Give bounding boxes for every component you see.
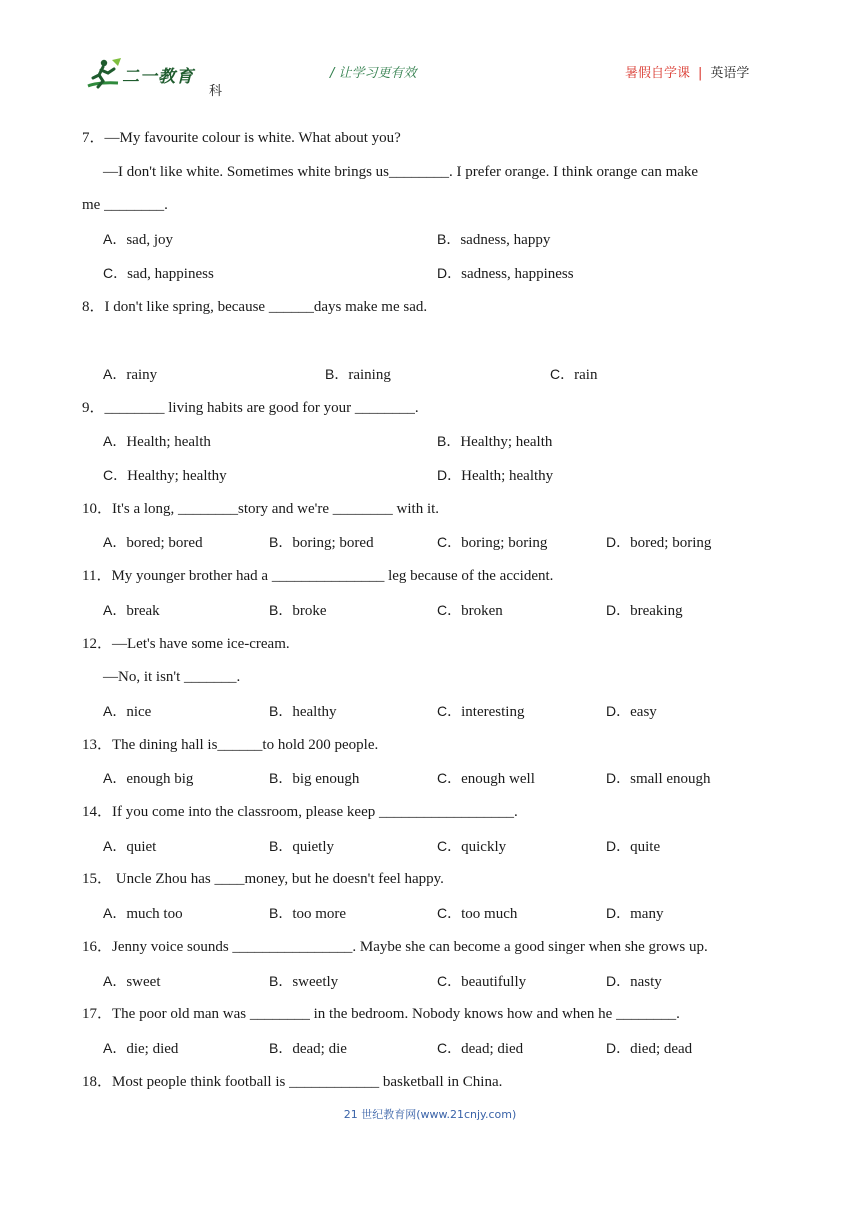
option-text: healthy [292, 703, 337, 720]
option-text: much too [126, 906, 183, 923]
option-text: too more [292, 906, 347, 923]
question-9-option-a[interactable] [103, 431, 211, 452]
option-letter: B． [269, 534, 293, 551]
option-letter: C． [437, 770, 462, 787]
question-16-line: 16．Jenny voice sounds ________________. Maybe she can become a good singer when she grows up. [82, 938, 708, 955]
question-12-option-b[interactable] [269, 701, 337, 722]
option-text: died; dead [630, 1040, 693, 1057]
option-text: big enough [292, 771, 360, 788]
question-11-option-b[interactable] [269, 600, 327, 621]
option-letter: C． [103, 264, 128, 281]
option-text: dead; died [461, 1040, 524, 1057]
option-text: Health; health [126, 434, 211, 451]
option-text: quietly [292, 838, 335, 855]
option-text: Healthy; healthy [127, 468, 227, 484]
option-text: Healthy; health [460, 434, 553, 451]
question-16-option-d[interactable] [606, 971, 662, 992]
option-letter: D． [606, 534, 631, 551]
option-letter: C． [437, 601, 462, 618]
option-letter: A． [103, 972, 127, 989]
question-15-option-c[interactable] [437, 903, 517, 924]
question-14-option-d[interactable] [606, 836, 660, 857]
option-letter: B． [269, 770, 293, 787]
question-13-option-b[interactable] [269, 768, 359, 789]
option-letter: B． [269, 837, 293, 854]
question-15-option-d[interactable] [606, 903, 663, 924]
question-17-option-a[interactable] [103, 1038, 178, 1059]
question-17-option-c[interactable] [437, 1038, 523, 1059]
question-12-line: —No, it isn't _______. [103, 669, 241, 686]
option-text: Health; healthy [461, 468, 554, 484]
logo-text: 二一教育 [122, 67, 194, 87]
option-text: easy [630, 703, 657, 720]
question-9-option-d[interactable] [437, 465, 553, 486]
option-letter: C． [437, 1039, 462, 1056]
logo [84, 56, 214, 92]
question-10-option-a[interactable] [103, 532, 203, 553]
page-header [0, 0, 860, 110]
question-17-option-b[interactable] [269, 1038, 347, 1059]
question-18-line: 18．Most people think football is ____________ basketball in China. [82, 1073, 503, 1090]
option-letter: D． [437, 467, 462, 483]
option-text: nice [126, 703, 152, 720]
option-text: die; died [126, 1040, 179, 1057]
question-10-option-d[interactable] [606, 532, 711, 553]
option-letter: A． [103, 601, 127, 618]
question-7-line: 7．—My favourite colour is white. What about you? [82, 130, 401, 146]
course-label [625, 62, 749, 81]
question-12-option-d[interactable] [606, 701, 657, 722]
option-letter: C． [437, 702, 462, 719]
option-letter: B． [269, 905, 293, 922]
option-letter: A． [103, 1039, 127, 1056]
option-letter: A． [103, 905, 127, 922]
slogan: / 让学习更有效 [330, 66, 417, 81]
option-text: sadness, happiness [461, 265, 574, 282]
option-text: broke [292, 602, 327, 619]
question-9-option-b[interactable] [437, 431, 552, 452]
option-letter: C． [437, 837, 462, 854]
question-16-option-b[interactable] [269, 971, 338, 992]
option-letter: B． [269, 1039, 293, 1056]
option-letter: B． [269, 972, 293, 989]
option-text: small enough [630, 771, 711, 788]
question-9-option-c[interactable] [103, 465, 227, 486]
option-letter: D． [437, 264, 462, 281]
header-subject-fragment: 科 [209, 84, 223, 99]
option-letter: C． [103, 467, 128, 483]
question-13-option-a[interactable] [103, 768, 193, 789]
option-letter: C． [550, 365, 575, 382]
question-12-option-a[interactable] [103, 701, 151, 722]
question-10-line: 10．It's a long, ________story and we're ________ with it. [82, 500, 440, 517]
question-13-option-d[interactable] [606, 768, 711, 789]
option-letter: C． [437, 905, 462, 922]
option-text: bored; bored [126, 535, 203, 552]
question-10-option-b[interactable] [269, 532, 374, 553]
question-11-option-a[interactable] [103, 600, 160, 621]
subject-name: 英语学 [710, 66, 750, 81]
option-text: boring; bored [292, 535, 374, 552]
question-9-line: 9．________ living habits are good for your ________. [82, 399, 419, 416]
question-17-line: 17．The poor old man was ________ in the bedroom. Nobody knows how and when he ________. [82, 1006, 680, 1023]
option-letter: B． [437, 433, 461, 450]
option-letter: A． [103, 837, 127, 854]
option-text: sad, joy [126, 232, 174, 249]
option-letter: D． [606, 905, 631, 922]
option-text: quite [630, 838, 661, 855]
option-letter: B． [269, 702, 293, 719]
option-letter: D． [606, 972, 631, 989]
option-text: broken [461, 602, 503, 619]
option-letter: D． [606, 601, 631, 618]
question-14-option-c[interactable] [437, 836, 506, 857]
course-name: 暑假自学课 [625, 66, 691, 81]
option-letter: B． [437, 231, 461, 248]
question-7-option-b[interactable] [437, 229, 550, 250]
question-7-line: —I don't like white. Sometimes white brings us________. I prefer orange. I think orange can make [103, 163, 699, 180]
page-footer: 21 世纪教育网(www.21cnjy.com) [343, 1108, 517, 1121]
option-letter: A． [103, 534, 127, 551]
option-text: breaking [630, 602, 683, 619]
option-text: dead; die [292, 1040, 347, 1057]
question-7-option-a[interactable] [103, 229, 173, 250]
question-7-line: me ________. [82, 197, 168, 214]
option-text: rain [574, 366, 598, 383]
option-text: sweet [126, 973, 161, 990]
question-13-option-c[interactable] [437, 768, 535, 789]
option-letter: C． [437, 534, 462, 551]
question-8-line: 8．I don't like spring, because ______days make me sad. [82, 298, 428, 315]
option-letter: D． [606, 1039, 631, 1056]
question-14-option-a[interactable] [103, 836, 156, 857]
question-16-option-c[interactable] [437, 971, 526, 992]
option-letter: A． [103, 433, 127, 450]
option-letter: D． [606, 770, 631, 787]
option-text: beautifully [461, 973, 527, 990]
option-text: interesting [461, 703, 525, 720]
option-letter: A． [103, 231, 127, 248]
option-text: break [126, 602, 160, 619]
option-text: sadness, happy [460, 232, 551, 249]
question-10-option-c[interactable] [437, 532, 547, 553]
option-text: raining [348, 366, 391, 383]
option-letter: A． [103, 702, 127, 719]
runner-logo-icon [84, 56, 124, 92]
question-8-option-b[interactable] [325, 364, 391, 385]
option-letter: B． [269, 601, 293, 618]
question-13-line: 13．The dining hall is______to hold 200 people. [82, 736, 379, 753]
option-text: too much [461, 906, 518, 923]
option-text: quiet [126, 838, 157, 855]
question-11-option-d[interactable] [606, 600, 683, 621]
option-text: rainy [126, 366, 158, 383]
question-12-option-c[interactable] [437, 701, 524, 722]
option-text: sad, happiness [127, 265, 214, 282]
option-letter: D． [606, 837, 631, 854]
question-15-option-b[interactable] [269, 903, 346, 924]
option-text: sweetly [292, 973, 339, 990]
option-text: enough well [461, 771, 535, 788]
option-text: nasty [630, 973, 662, 990]
question-16-option-a[interactable] [103, 971, 161, 992]
question-8-option-a[interactable] [103, 364, 157, 385]
question-14-line: 14．If you come into the classroom, please keep __________________. [82, 804, 518, 820]
question-11-option-c[interactable] [437, 600, 503, 621]
option-text: bored; boring [630, 535, 712, 552]
question-15-option-a[interactable] [103, 903, 183, 924]
question-7-option-d[interactable] [437, 263, 574, 284]
option-letter: D． [606, 702, 631, 719]
option-text: quickly [461, 838, 507, 855]
option-text: boring; boring [461, 535, 548, 552]
option-letter: A． [103, 365, 127, 382]
question-17-option-d[interactable] [606, 1038, 692, 1059]
option-text: many [630, 906, 664, 923]
question-12-line: 12．—Let's have some ice-cream. [82, 635, 290, 652]
question-8-option-c[interactable] [550, 364, 597, 385]
question-15-line: 15． Uncle Zhou has ____money, but he doesn't feel happy. [82, 871, 444, 888]
question-7-option-c[interactable] [103, 263, 214, 284]
header-separator: | [698, 66, 703, 81]
option-text: enough big [126, 771, 194, 788]
option-letter: A． [103, 770, 127, 787]
question-11-line: 11．My younger brother had a _______________ leg because of the accident. [82, 568, 554, 585]
option-letter: B． [325, 365, 349, 382]
option-letter: C． [437, 972, 462, 989]
question-14-option-b[interactable] [269, 836, 334, 857]
